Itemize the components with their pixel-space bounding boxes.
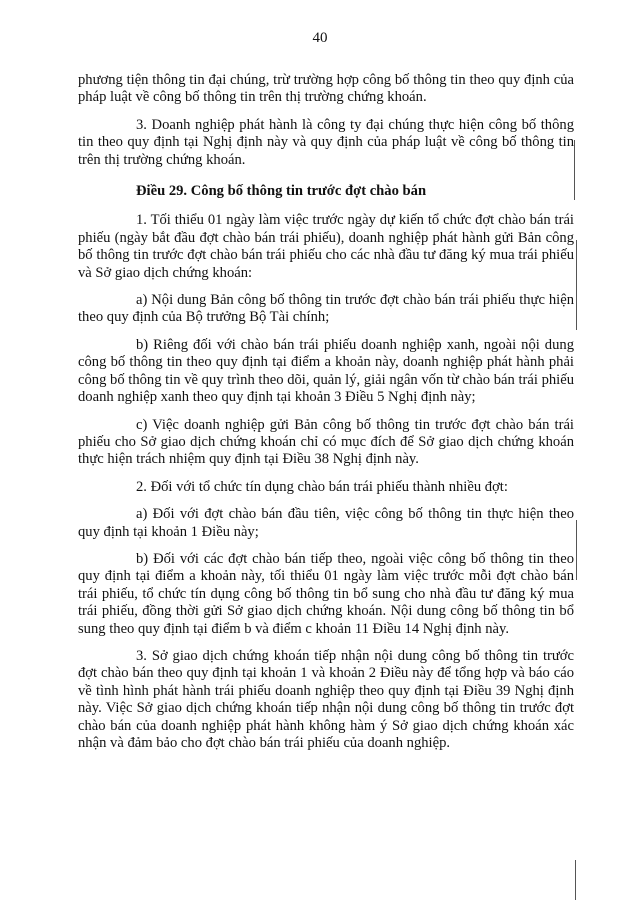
scan-margin-line: [574, 140, 575, 200]
scan-margin-line: [575, 860, 576, 900]
scan-margin-line: [576, 240, 577, 330]
paragraph-point-1b: b) Riêng đối với chào bán trái phiếu doanh nghiệp xanh, ngoài nội dung công bố thông tin theo quy định tại điểm a khoản này, doanh nghiệp phát hành phải công bố thông tin về quy trình theo dõi, quản lý, giải ngân vốn từ chào bán trái phiếu doanh nghiệp xanh theo quy định tại khoản 3 Điều 5 Nghị định này;: [78, 336, 574, 406]
paragraph-clause-2: 2. Đối với tổ chức tín dụng chào bán trái phiếu thành nhiều đợt:: [136, 478, 508, 495]
paragraph-clause-3-exchange: 3. Sở giao dịch chứng khoán tiếp nhận nội dung công bố thông tin trước đợt chào bán theo quy định tại khoản 1 và khoản 2 Điều này để tổng hợp và báo cáo về tình hình phát hành trái phiếu doanh nghiệp theo quy định tại Điều 39 Nghị định này. Việc Sở giao dịch chứng khoán tiếp nhận nội dung công bố thông tin trước đợt chào bán của doanh nghiệp phát hành không hàm ý Sở giao dịch chứng khoán xác nhận và đảm bảo cho đợt chào bán trái phiếu của doanh nghiệp.: [78, 647, 574, 751]
scan-margin-line: [576, 520, 577, 580]
paragraph-clause-3: 3. Doanh nghiệp phát hành là công ty đại chúng thực hiện công bố thông tin theo quy định tại Nghị định này và quy định của pháp luật về công bố thông tin trên thị trường chứng khoán.: [78, 116, 574, 168]
paragraph-continuation: phương tiện thông tin đại chúng, trừ trường hợp công bố thông tin theo quy định của pháp luật về công bố thông tin trên thị trường chứng khoán.: [78, 72, 574, 106]
paragraph-point-2a: a) Đối với đợt chào bán đầu tiên, việc công bố thông tin thực hiện theo quy định tại khoản 1 Điều này;: [78, 506, 574, 540]
paragraph-point-1a: a) Nội dung Bản công bố thông tin trước đợt chào bán trái phiếu thực hiện theo quy định của Bộ trưởng Bộ Tài chính;: [78, 292, 574, 326]
article-heading: Điều 29. Công bố thông tin trước đợt chào bán: [136, 183, 427, 200]
paragraph-point-1c: c) Việc doanh nghiệp gửi Bản công bố thông tin trước đợt chào bán trái phiếu cho Sở giao dịch chứng khoán chỉ có mục đích để Sở giao dịch chứng khoán thực hiện trách nhiệm quy định tại Điều 38 Nghị định này.: [78, 416, 574, 468]
paragraph-point-2b: b) Đối với các đợt chào bán tiếp theo, ngoài việc công bố thông tin theo quy định tại điểm a khoản này, tối thiểu 01 ngày làm việc trước mỗi đợt chào bán trái phiếu, tổ chức tín dụng công bố thông tin bổ sung cho nhà đầu tư đăng ký mua trái phiếu, đồng thời gửi Sở giao dịch chứng khoán. Nội dung công bố thông tin bổ sung theo quy định tại điểm b và điểm c khoản 11 Điều 14 Nghị định này.: [78, 550, 574, 637]
page-number: 40: [312, 30, 328, 46]
paragraph-clause-1: 1. Tối thiểu 01 ngày làm việc trước ngày dự kiến tổ chức đợt chào bán trái phiếu (ngày bắt đầu đợt chào bán trái phiếu), doanh nghiệp phát hành gửi Bản công bố thông tin trước đợt chào bán trái phiếu cho các nhà đầu tư đăng ký mua trái phiếu và Sở giao dịch chứng khoán:: [78, 212, 574, 281]
document-body: [78, 72, 574, 762]
